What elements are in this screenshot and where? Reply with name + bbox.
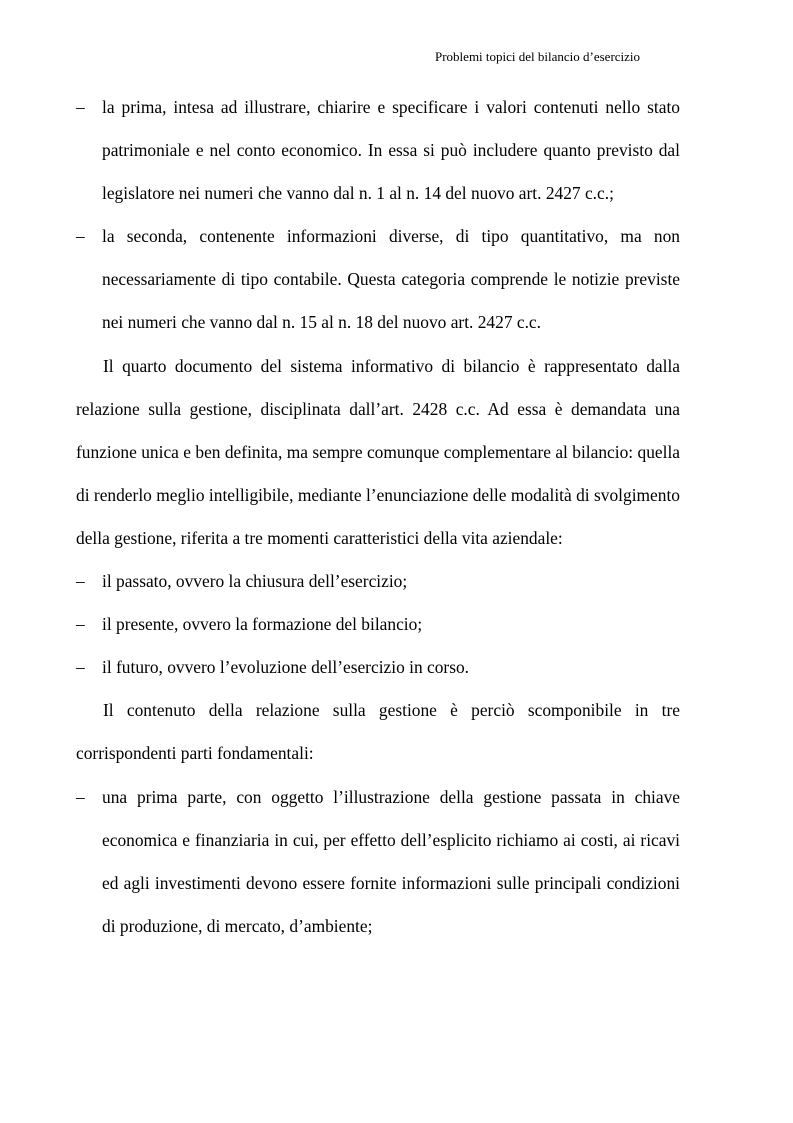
paragraph: Il contenuto della relazione sulla gestione è perciò scomponibile in tre corrispondenti parti fondamentali:	[76, 700, 680, 764]
dash-bullet: –	[76, 97, 85, 117]
body-text	[76, 86, 680, 948]
list-item	[76, 215, 680, 344]
list-item	[76, 560, 680, 603]
list-item-text: la prima, intesa ad illustrare, chiarire e specificare i valori contenuti nello stato patrimoniale e nel conto economico. In essa si può includere quanto previsto dal legislatore nei numeri che vanno dal n. 1 al n. 14 del nuovo art. 2427 c.c.;	[102, 97, 680, 204]
list-item-text: il presente, ovvero la formazione del bilancio;	[102, 614, 423, 635]
running-header: Problemi topici del bilancio d’esercizio	[435, 49, 641, 64]
paragraph: Il quarto documento del sistema informativo di bilancio è rappresentato dalla relazione sulla gestione, disciplinata dall’art. 2428 c.c. Ad essa è demandata una funzione unica e ben definita, ma sempre comunque complementare al bilancio: quella di renderlo meglio intelligibile, mediante l’enunciazione delle modalità di svolgimento della gestione, riferita a tre momenti caratteristici della vita aziendale:	[76, 355, 680, 548]
list-item	[76, 603, 680, 646]
list-item-text: la seconda, contenente informazioni diverse, di tipo quantitativo, ma non necessariamente di tipo contabile. Questa categoria comprende le notizie previste nei numeri che vanno dal n. 15 al n. 18 del nuovo art. 2427 c.c.	[102, 226, 680, 333]
dash-bullet: –	[76, 614, 85, 635]
dash-bullet: –	[76, 657, 85, 678]
list-item	[76, 776, 680, 948]
list-item-text: una prima parte, con oggetto l’illustrazione della gestione passata in chiave economica e finanziaria in cui, per effetto dell’esplicito richiamo ai costi, ai ricavi ed agli investimenti devono essere fornite informazioni sulle principali condizioni di produzione, di mercato, d’ambiente;	[102, 786, 680, 936]
list-item	[76, 86, 680, 215]
list-item-text: il futuro, ovvero l’evoluzione dell’esercizio in corso.	[102, 657, 470, 678]
list-item-text: il passato, ovvero la chiusura dell’esercizio;	[102, 571, 408, 592]
dash-bullet: –	[76, 571, 85, 592]
dash-bullet: –	[76, 226, 85, 247]
list-item	[76, 646, 680, 689]
dash-bullet: –	[76, 786, 85, 807]
